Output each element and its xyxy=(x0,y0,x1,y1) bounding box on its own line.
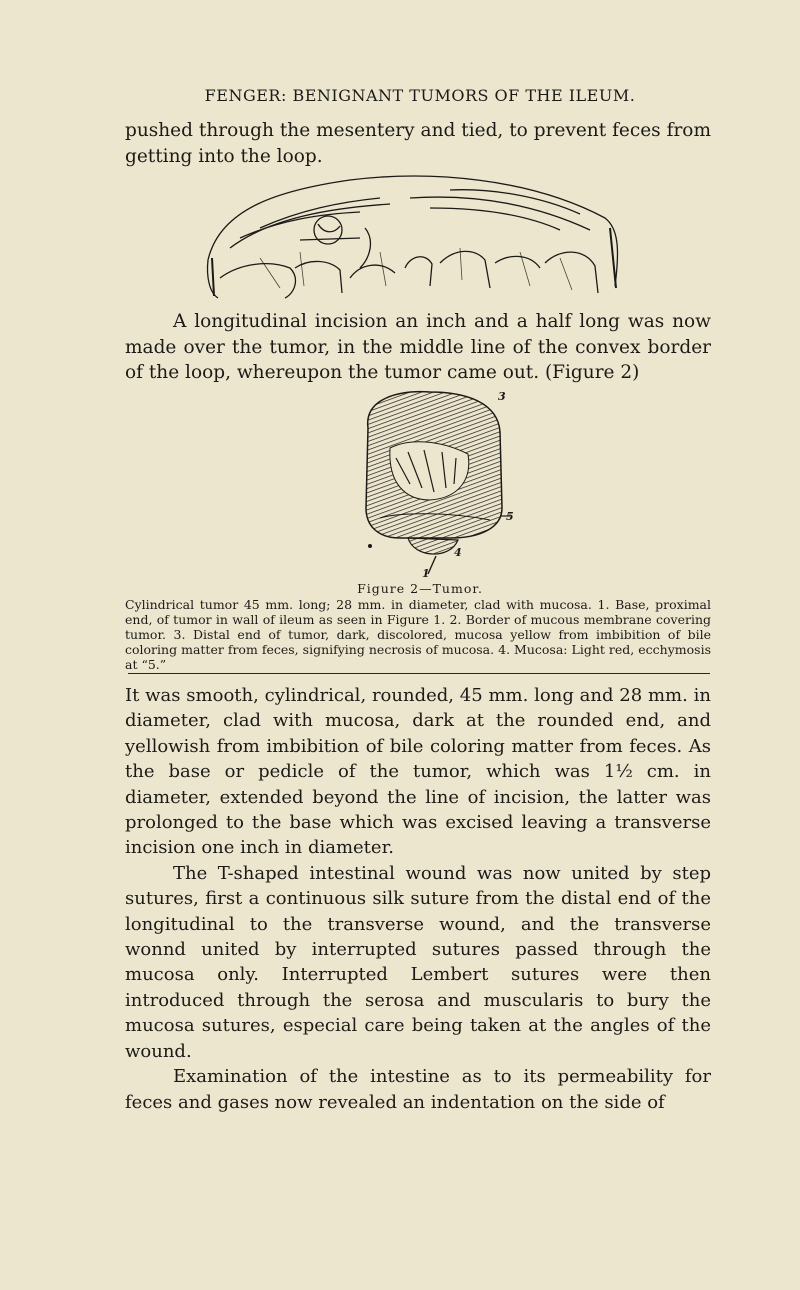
paragraph-incision xyxy=(125,309,711,386)
figure-2-label-4: 4 xyxy=(454,546,462,559)
figure-2-title: Figure 2—Tumor. xyxy=(357,581,483,596)
paragraph-description: It was smooth, cylindrical, rounded, 45 mm. long and 28 mm. in diameter, clad with mucosa, dark at the rounded end, and yellowish from imbibition of bile coloring matter from feces. As the base or pedicle of the tumor, which was 1½ cm. in diameter, extended beyond the line of incision, the latter was prolonged to the base which was excised leaving a transverse incision one inch in diameter. xyxy=(125,685,711,859)
paragraph-continuation xyxy=(125,118,711,169)
figure-2-label-5: 5 xyxy=(506,510,514,523)
paragraph-text: A longitudinal incision an inch and a half long was now made over the tumor, in the middle line of the convex border of the loop, whereupon the tumor came out. (Figure 2) xyxy=(125,311,711,383)
figure-2-label-1: 1 xyxy=(422,567,430,578)
paragraph-sutures: The T-shaped intestinal wound was now united by step sutures, first a continuous silk suture from the distal end of the longitudinal to the transverse wound, and the transverse wonnd united by interrupted sutures passed through the mucosa only. Interrupted Lembert sutures were then introduced through the serosa and muscularis to bury the mucosa sutures, especial care being taken at the angles of the wound. xyxy=(125,862,711,1062)
paragraph-examination: Examination of the intestine as to its permeability for feces and gases now revealed an indentation on the side of xyxy=(125,1066,711,1113)
figure-2-caption: Cylindrical tumor 45 mm. long; 28 mm. in diameter, clad with mucosa. 1. Base, proximal end, of tumor in wall of ileum as seen in Figure 1. 2. Border of mucous membrane covering tumor. 3. Distal end of tumor, dark, discolored, mucosa yellow from imbibition of bile coloring matter from feces, signifying necrosis of mucosa. 4. Mucosa: Light red, ecchymosis at “5.” xyxy=(125,597,711,672)
figure-2-tumor-illustration xyxy=(350,388,520,578)
body-text xyxy=(125,683,711,1115)
figure-1-intestine-illustration xyxy=(200,168,626,306)
running-head: FENGER: BENIGNANT TUMORS OF THE ILEUM. xyxy=(204,86,636,105)
caption-divider xyxy=(128,673,710,674)
figure-2-label-3: 3 xyxy=(498,390,506,403)
paragraph-text: pushed through the mesentery and tied, to prevent feces from getting into the loop. xyxy=(125,120,711,167)
